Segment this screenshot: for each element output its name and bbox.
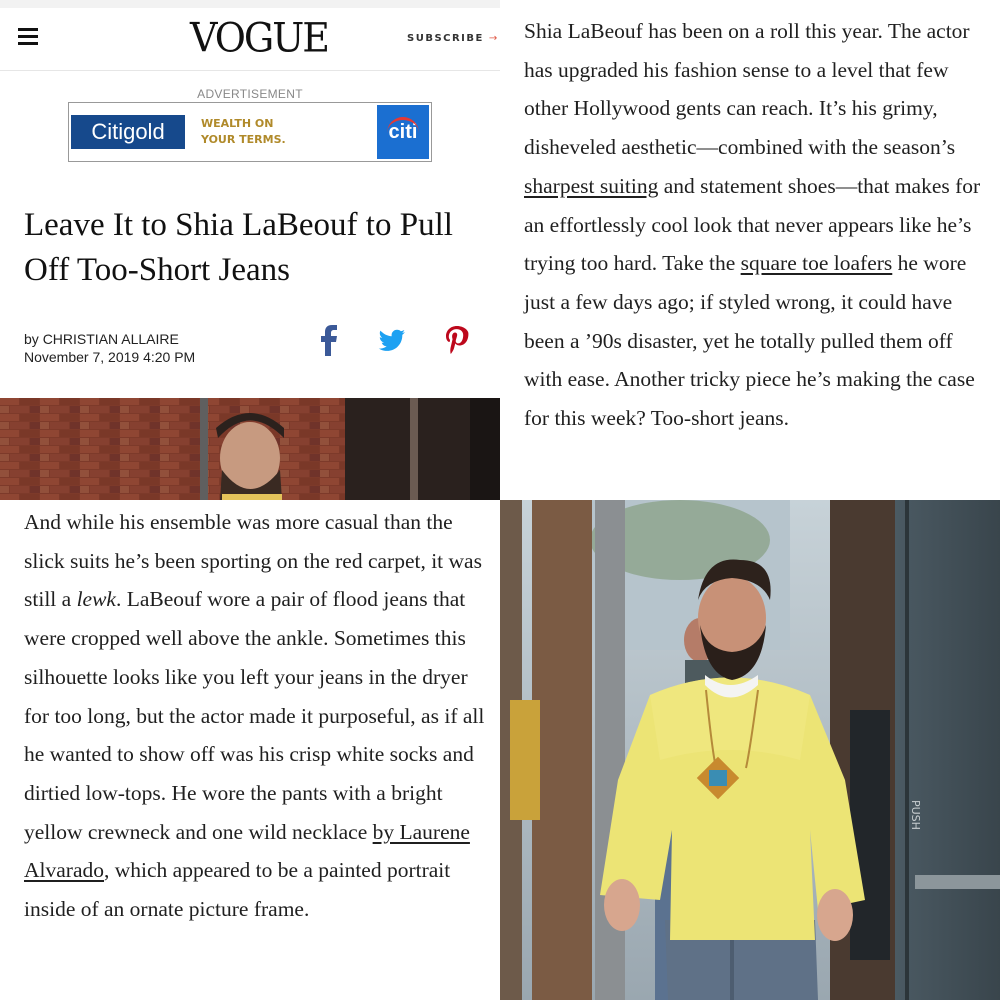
publish-date: November 7, 2019 4:20 PM — [24, 349, 196, 365]
article-paragraph-1-panel — [500, 0, 1000, 500]
facebook-icon[interactable] — [314, 324, 344, 356]
paragraph-2-text-b: . LaBeouf wore a pair of flood jeans that were cropped well above the ankle. Sometimes this silhouette looks like you left your jeans in the dryer for too long, but the actor made it purposeful, as if all he wanted to show off was his crisp white socks and dirtied low-tops. He wore the pants with a bright yellow crewneck and one wild necklace — [24, 587, 485, 844]
byline — [24, 330, 195, 366]
article-hero-photo — [0, 398, 500, 500]
article-headline: Leave It to Shia LaBeouf to Pull Off Too-Short Jeans — [24, 207, 453, 288]
ad-tagline-line1: WEALTH ON — [201, 117, 274, 130]
site-header — [0, 8, 500, 71]
article-header-panel — [0, 0, 500, 500]
author-link[interactable]: CHRISTIAN ALLAIRE — [42, 331, 179, 347]
paragraph-2-text-a: And while his ensemble was more casual than the slick suits he’s been sporting on the red carpet, it was still a — [24, 510, 482, 612]
subscribe-label: SUBSCRIBE — [407, 33, 484, 44]
pinterest-icon[interactable] — [442, 324, 472, 356]
arrow-right-icon: → — [488, 33, 499, 44]
paragraph-1-text-c: he wore just a few days ago; if styled wrong, it could have been a ’90s disaster, yet he totally pulled them off with ease. Another tricky piece he’s making the case for this week? Too-short jeans. — [524, 251, 975, 431]
citi-logo — [377, 105, 429, 159]
push-door-label: PUSH — [909, 800, 922, 830]
paragraph-1-text-b: and statement shoes—that makes for an effortlessly cool look that never appears like he’s trying too hard. Take the — [524, 173, 981, 276]
article-street-photo-panel — [500, 500, 1000, 1000]
street-style-photo — [500, 500, 1000, 1000]
article-paragraph-2 — [24, 503, 494, 929]
citi-logo-text: citi — [388, 121, 418, 143]
sharpest-suiting-link[interactable]: sharpest suiting — [524, 173, 659, 198]
vogue-logo[interactable]: VOGUE — [190, 14, 329, 62]
ad-tagline — [201, 116, 311, 148]
twitter-icon[interactable] — [376, 324, 406, 356]
square-toe-loafers-link[interactable]: square toe loafers — [740, 251, 893, 276]
citi-arc-icon — [387, 117, 419, 134]
subscribe-link[interactable] — [407, 33, 499, 44]
status-strip — [0, 0, 500, 8]
article-paragraph-1 — [524, 12, 994, 438]
paragraph-2-text-c: , which appeared to be a painted portrait inside of an ornate picture frame. — [24, 858, 451, 922]
byline-prefix: by — [24, 331, 39, 347]
advertisement-label: ADVERTISEMENT — [197, 87, 303, 101]
ad-tagline-line2: YOUR TERMS. — [201, 133, 286, 146]
citigold-ad-banner[interactable] — [68, 102, 432, 162]
article-paragraph-2-panel — [0, 500, 500, 1000]
laurene-alvarado-link[interactable]: by Laurene Alvarado — [24, 819, 470, 883]
citigold-logo: Citigold — [71, 115, 185, 149]
lewk-emphasis: lewk — [76, 587, 116, 612]
hamburger-menu-icon[interactable] — [18, 28, 38, 46]
paragraph-1-text-a: Shia LaBeouf has been on a roll this year. The actor has upgraded his fashion sense to a level that few other Hollywood gents can reach. It’s his grimy, disheveled aesthetic—combined with the season’s — [524, 19, 970, 160]
